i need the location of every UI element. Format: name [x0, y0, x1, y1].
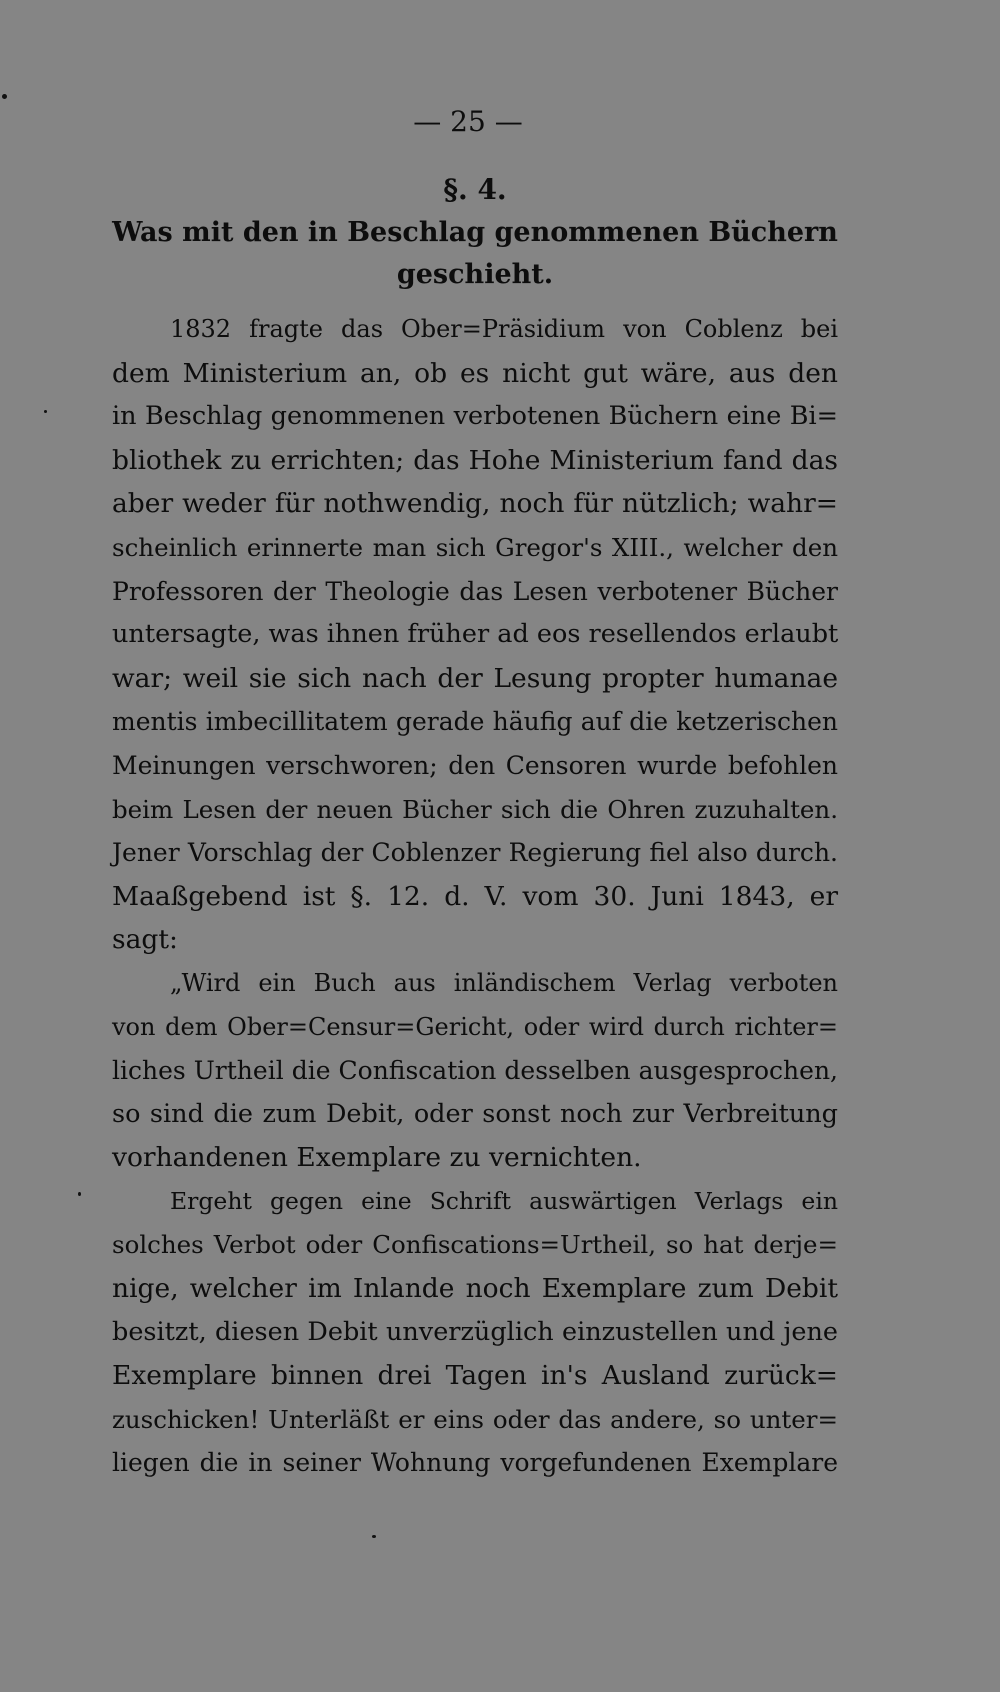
text-line: Exemplare binnen drei Tagen in's Ausland zurück= [112, 1360, 838, 1392]
section-number: §. 4. [443, 173, 507, 206]
text-line: Ergeht gegen eine Schrift auswärtigen Verlags ein [170, 1186, 838, 1215]
text-line: aber weder für nothwendig, noch für nützlich; wahr= [112, 488, 838, 520]
margin-speck [2, 94, 7, 99]
text-line: Jener Vorschlag der Coblenzer Regierung fiel also durch. [112, 838, 838, 868]
text-line: nige, welcher im Inlande noch Exemplare zum Debit [112, 1273, 838, 1305]
text-line: zuschicken! Unterläßt er eins oder das andere, so unter= [112, 1404, 838, 1434]
text-line: scheinlich erinnerte man sich Gregor's XIII., welcher den [112, 532, 838, 562]
text-line: in Beschlag genommenen verbotenen Büchern eine Bi= [112, 401, 838, 432]
text-line: Maaßgebend ist §. 12. d. V. vom 30. Juni 1843, er [112, 880, 838, 912]
text-line: von dem Ober=Censur=Gericht, oder wird durch richter= [112, 1012, 838, 1041]
text-line: besitzt, diesen Debit unverzüglich einzustellen und jene [112, 1316, 838, 1347]
text-line: Meinungen verschworen; den Censoren wurde befohlen [112, 750, 838, 780]
text-line: sagt: [112, 924, 178, 956]
text-line: liegen die in seiner Wohnung vorgefundenen Exemplare [112, 1448, 838, 1478]
section-title-line: Was mit den in Beschlag genommenen Büchern [112, 217, 838, 248]
margin-speck [44, 410, 47, 413]
text-line: war; weil sie sich nach der Lesung propter humanae [112, 662, 838, 694]
paragraph [112, 308, 838, 962]
text-line: liches Urtheil die Confiscation desselben ausgesprochen, [112, 1056, 838, 1086]
text-line: Professoren der Theologie das Lesen verbotener Bücher [112, 576, 838, 606]
margin-speck [372, 1535, 376, 1538]
text-line: bliothek zu errichten; das Hohe Ministerium fand das [112, 444, 838, 476]
section-title-line: geschieht. [396, 259, 554, 290]
text-line: vorhandenen Exemplare zu vernichten. [112, 1142, 642, 1174]
text-line: mentis imbecillitatem gerade häufig auf die ketzerischen [112, 707, 838, 737]
text-line: so sind die zum Debit, oder sonst noch zur Verbreitung [112, 1098, 838, 1129]
body-text [112, 308, 838, 1485]
text-line: untersagte, was ihnen früher ad eos resellendos erlaubt [112, 619, 839, 650]
book-page [112, 102, 838, 1485]
paragraph [112, 962, 838, 1180]
page-number: — 25 — [413, 105, 523, 138]
text-line: „Wird ein Buch aus inländischem Verlag verboten [170, 968, 838, 997]
text-line: beim Lesen der neuen Bücher sich die Ohren zuzuhalten. [112, 794, 838, 824]
text-line: 1832 fragte das Ober=Präsidium von Coblenz bei [170, 315, 838, 343]
text-line: dem Ministerium an, ob es nicht gut wäre, aus den [112, 357, 838, 389]
section-title [112, 212, 838, 296]
paragraph [112, 1180, 838, 1485]
margin-speck [78, 1192, 81, 1196]
text-line: solches Verbot oder Confiscations=Urtheil, so hat derje= [112, 1230, 838, 1260]
